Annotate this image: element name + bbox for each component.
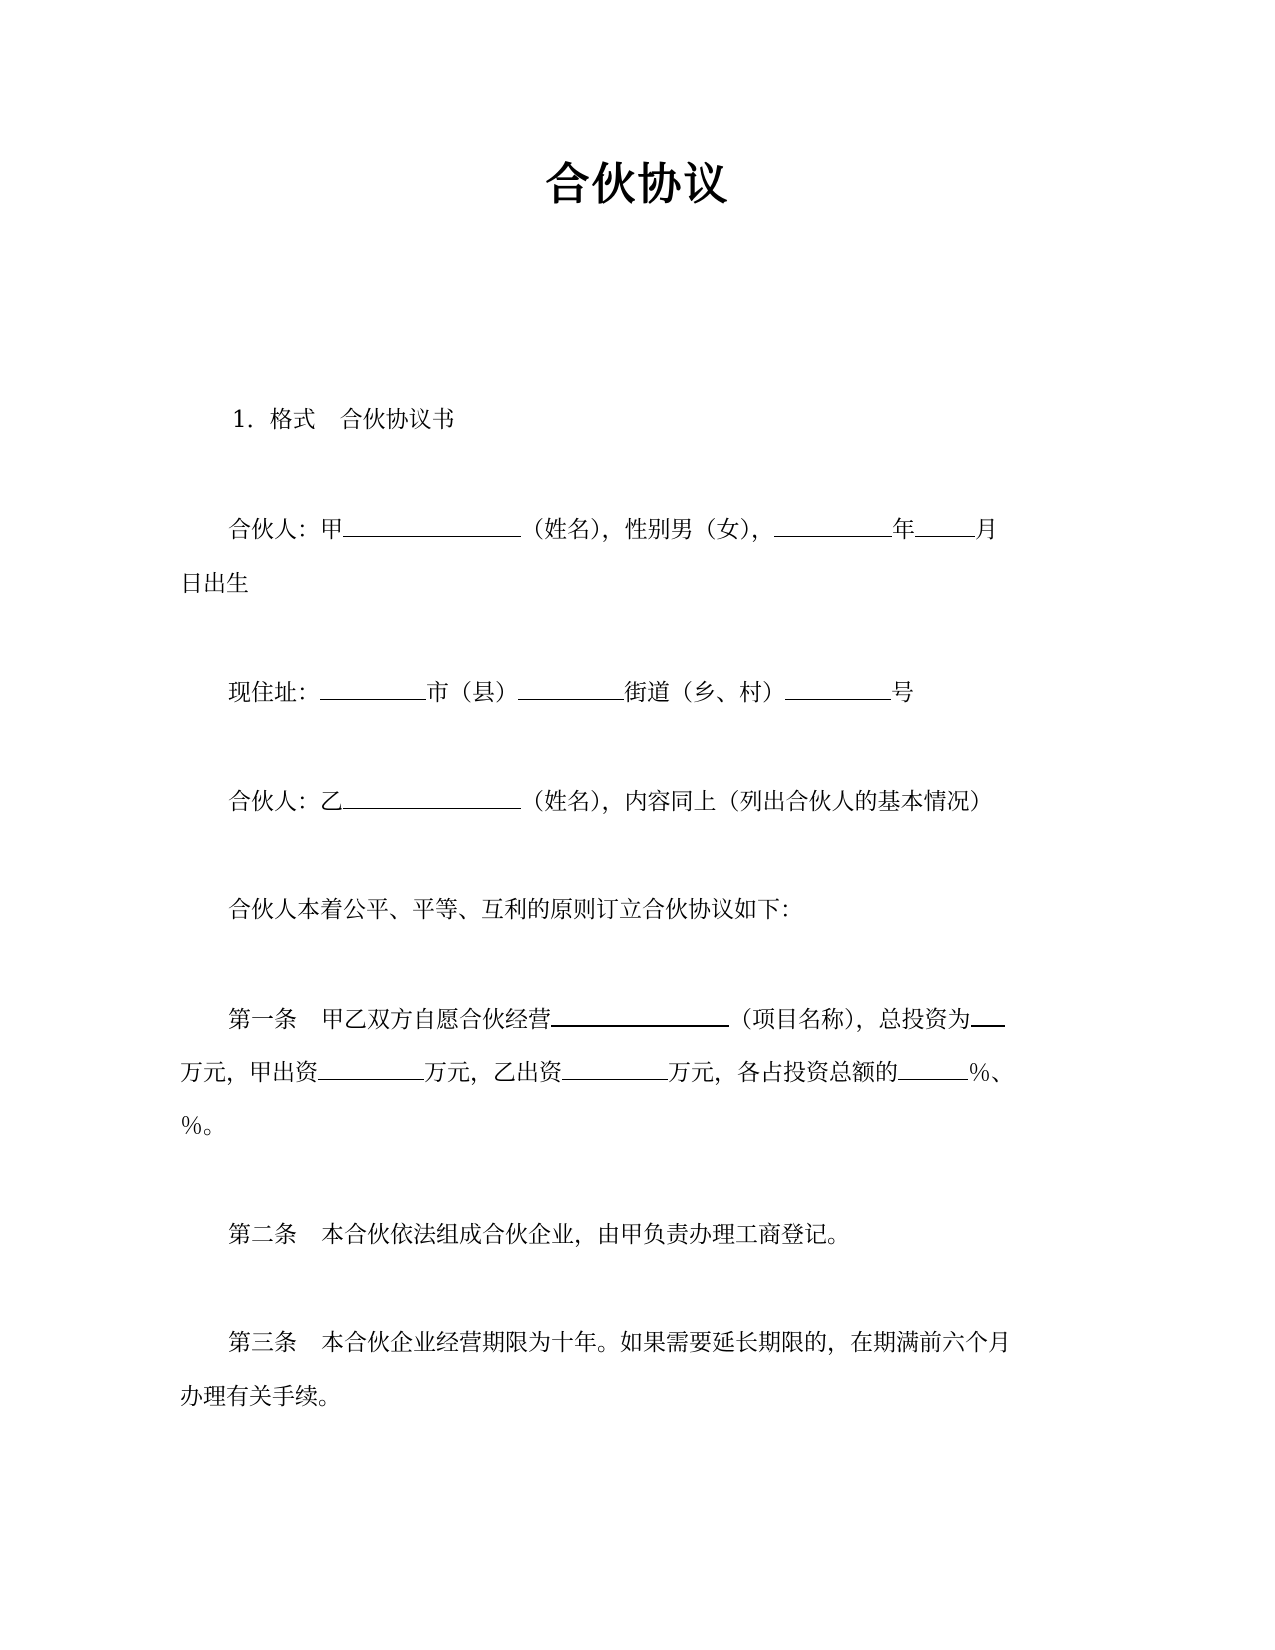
article-1-line-2 bbox=[180, 1057, 1014, 1088]
article-1-text-7: ％。 bbox=[180, 1113, 226, 1139]
article-1-text-1: 甲乙双方自愿合伙经营 bbox=[321, 1007, 551, 1033]
number-blank bbox=[785, 677, 891, 700]
article-1-text-5: 万元，各占投资总额的 bbox=[668, 1060, 898, 1086]
article-1-line-1 bbox=[228, 1003, 1005, 1035]
article-3-label: 第三条 bbox=[228, 1330, 297, 1356]
project-name-blank bbox=[551, 1003, 729, 1027]
format-label: 合伙协议书 bbox=[339, 407, 455, 433]
street-label: 街道（乡、村） bbox=[624, 680, 785, 706]
birth-year-blank bbox=[774, 514, 892, 537]
article-2-label: 第二条 bbox=[228, 1222, 297, 1248]
partner-a-line-2 bbox=[180, 569, 249, 599]
partner-b-line bbox=[228, 786, 993, 817]
street-blank bbox=[518, 677, 624, 700]
birth-month-blank bbox=[915, 514, 975, 537]
article-3-text-2: 办理有关手续。 bbox=[180, 1384, 341, 1410]
article-2-text: 本合伙依法组成合伙企业，由甲负责办理工商登记。 bbox=[321, 1222, 850, 1248]
total-investment-blank bbox=[971, 1003, 1005, 1027]
a-investment-blank bbox=[318, 1057, 424, 1080]
article-1-line-3 bbox=[180, 1111, 226, 1141]
share-percent-blank bbox=[898, 1057, 968, 1080]
partner-a-label: 合伙人：甲 bbox=[228, 517, 343, 543]
article-2-line bbox=[228, 1220, 850, 1250]
article-1-text-3: 万元，甲出资 bbox=[180, 1060, 318, 1086]
number-label: 号 bbox=[891, 680, 914, 706]
article-1-text-4: 万元，乙出资 bbox=[424, 1060, 562, 1086]
birth-year-label: 年 bbox=[892, 517, 915, 543]
city-blank bbox=[320, 677, 426, 700]
city-label: 市（县） bbox=[426, 680, 518, 706]
article-3-line-2 bbox=[180, 1382, 341, 1412]
address-line bbox=[228, 677, 914, 708]
format-number: 1．格式 bbox=[232, 407, 316, 433]
partner-a-name-blank bbox=[343, 514, 521, 537]
birth-month-label: 月 bbox=[975, 517, 998, 543]
intro-text: 合伙人本着公平、平等、互利的原则订立合伙协议如下： bbox=[228, 897, 803, 923]
intro-line bbox=[228, 895, 803, 925]
partner-b-label: 合伙人：乙 bbox=[228, 789, 343, 815]
article-3-text-1: 本合伙企业经营期限为十年。如果需要延长期限的，在期满前六个月 bbox=[321, 1330, 1011, 1356]
article-3-line-1 bbox=[228, 1328, 1011, 1358]
partner-b-name-blank bbox=[343, 786, 521, 809]
partner-a-gender-text: （姓名），性别男（女）， bbox=[521, 517, 774, 543]
article-1-text-6: ％、 bbox=[968, 1060, 1014, 1086]
b-investment-blank bbox=[562, 1057, 668, 1080]
article-1-text-2: （项目名称），总投资为 bbox=[729, 1007, 971, 1033]
format-line bbox=[232, 405, 455, 435]
partner-b-text: （姓名），内容同上（列出合伙人的基本情况） bbox=[521, 789, 993, 815]
document-title: 合伙协议 bbox=[545, 159, 730, 210]
partner-a-line bbox=[228, 514, 998, 545]
birth-day-label: 日出生 bbox=[180, 571, 249, 597]
address-label: 现住址： bbox=[228, 680, 320, 706]
article-1-label: 第一条 bbox=[228, 1007, 297, 1033]
